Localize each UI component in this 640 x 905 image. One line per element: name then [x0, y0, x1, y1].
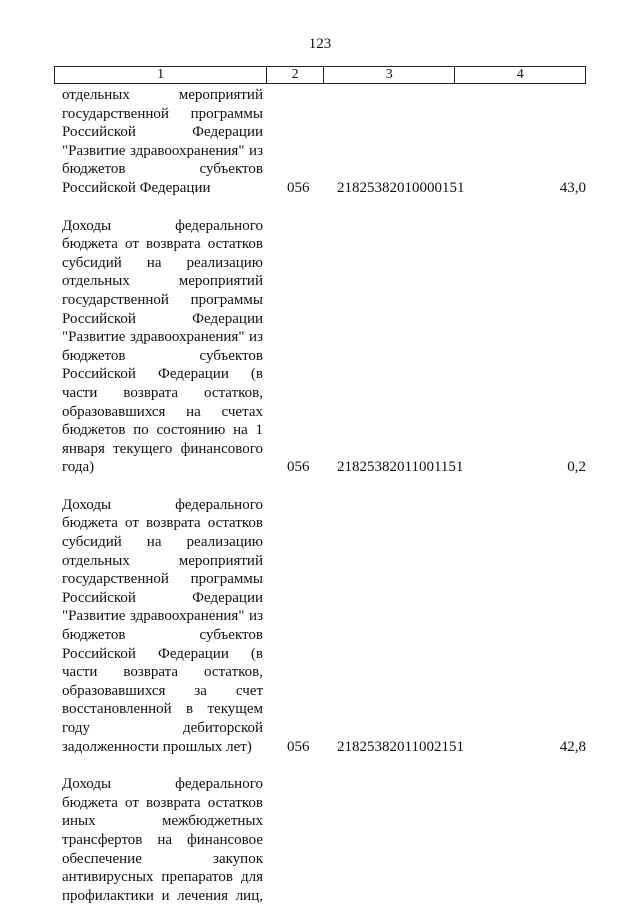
- row-amount: 43,0: [559, 179, 586, 196]
- description-line: бюджетов субъектов: [62, 347, 263, 364]
- table-body: [0, 86, 640, 905]
- description-line: бюджета от возврата остатков: [62, 515, 263, 532]
- description-line: бюджетов субъектов: [62, 627, 263, 644]
- row-budget-code: 21825382011001151: [337, 459, 464, 476]
- table-row: [0, 86, 640, 198]
- row-admin-code: 056: [287, 179, 310, 196]
- description-line: Доходы федерального: [62, 496, 263, 513]
- description-line: государственной программы: [62, 291, 263, 308]
- column-header-2: 2: [267, 67, 324, 83]
- description-line: "Развитие здравоохранения" из: [62, 142, 263, 159]
- row-description: [62, 775, 263, 905]
- description-line: бюджета от возврата остатков: [62, 794, 263, 811]
- description-line: образовавшихся за счет: [62, 682, 263, 699]
- description-line: профилактики и лечения лиц,: [62, 887, 263, 904]
- description-line: бюджетов по состоянию на 1: [62, 422, 263, 439]
- table-row: [0, 217, 640, 477]
- description-line: государственной программы: [62, 571, 263, 588]
- row-amount: 42,8: [559, 738, 586, 755]
- description-line: субсидий на реализацию: [62, 534, 263, 551]
- description-line: государственной программы: [62, 105, 263, 122]
- description-line: обеспечение закупок: [62, 850, 263, 867]
- description-line: задолженности прошлых лет): [62, 738, 252, 755]
- description-line: восстановленной в текущем: [62, 701, 263, 718]
- description-line: Российской Федерации: [62, 310, 263, 327]
- description-line: года): [62, 459, 95, 476]
- description-line: отдельных мероприятий: [62, 87, 263, 103]
- description-line: отдельных мероприятий: [62, 273, 263, 290]
- description-line: бюджетов субъектов: [62, 161, 263, 178]
- row-budget-code: 21825382011002151: [337, 738, 464, 755]
- row-admin-code: 056: [287, 738, 310, 755]
- table-header: [54, 66, 586, 84]
- description-line: Российской Федерации: [62, 179, 211, 196]
- row-gap: [0, 477, 640, 496]
- column-header-1: 1: [55, 67, 267, 83]
- column-header-3: 3: [324, 67, 456, 83]
- row-description: [62, 217, 263, 477]
- description-line: "Развитие здравоохранения" из: [62, 329, 263, 346]
- row-amount: 0,2: [567, 459, 586, 476]
- row-description: [62, 496, 263, 756]
- table-row: [0, 775, 640, 905]
- page-number: 123: [308, 36, 332, 52]
- table-row: [0, 496, 640, 756]
- description-line: бюджета от возврата остатков: [62, 236, 263, 253]
- description-line: отдельных мероприятий: [62, 552, 263, 569]
- description-line: Российской Федерации: [62, 589, 263, 606]
- row-admin-code: 056: [287, 459, 310, 476]
- description-line: антивирусных препаратов для: [62, 869, 263, 886]
- description-line: году дебиторской: [62, 720, 263, 736]
- row-gap: [0, 756, 640, 775]
- description-line: трансфертов на финансовое: [62, 831, 263, 848]
- row-description: [62, 86, 263, 198]
- row-gap: [0, 198, 640, 217]
- description-line: Российской Федерации (в: [62, 645, 263, 662]
- row-budget-code: 21825382010000151: [337, 179, 465, 196]
- description-line: "Развитие здравоохранения" из: [62, 608, 263, 625]
- description-line: января текущего финансового: [62, 440, 263, 457]
- description-line: иных межбюджетных: [62, 813, 263, 830]
- description-line: образовавшихся на счетах: [62, 403, 263, 420]
- column-header-4: 4: [516, 67, 524, 82]
- description-line: части возврата остатков,: [62, 664, 263, 681]
- description-line: субсидий на реализацию: [62, 254, 263, 271]
- description-line: части возврата остатков,: [62, 384, 263, 401]
- description-line: Российской Федерации: [62, 124, 263, 141]
- description-line: Российской Федерации (в: [62, 366, 263, 383]
- description-line: Доходы федерального: [62, 776, 263, 793]
- description-line: Доходы федерального: [62, 217, 263, 234]
